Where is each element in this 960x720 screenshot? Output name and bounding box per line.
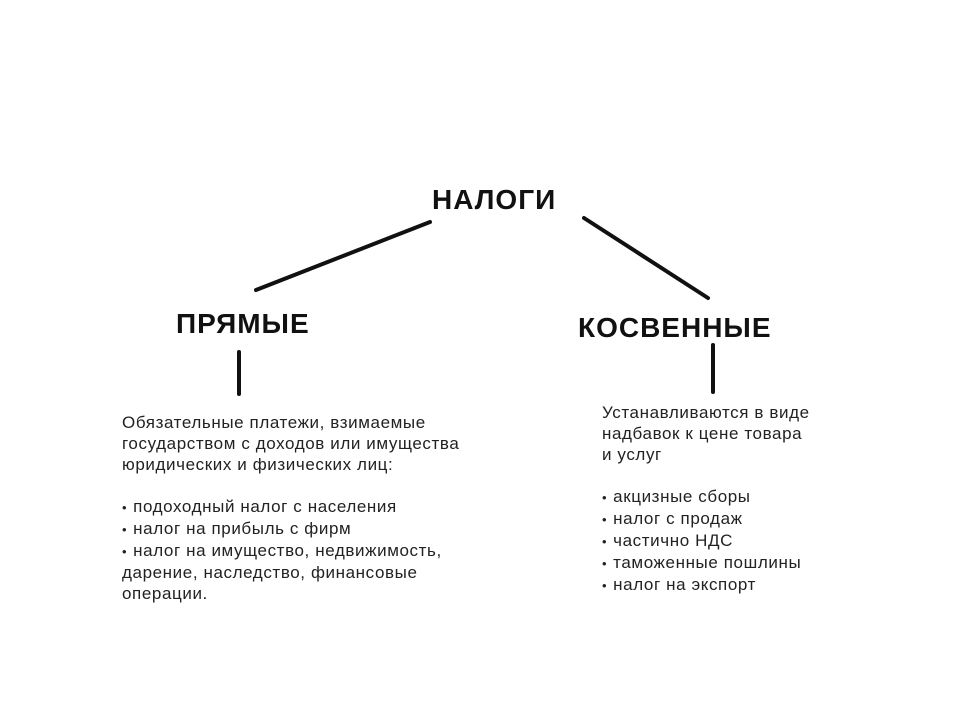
bullet-icon: • <box>122 544 128 559</box>
list-item-text: частично НДС <box>613 531 733 550</box>
bullet-icon: • <box>122 500 128 515</box>
direct-taxes-list <box>122 496 562 604</box>
bullet-icon: • <box>602 556 608 571</box>
description-line: Устанавливаются в виде <box>602 403 810 422</box>
list-item <box>122 518 562 540</box>
bullet-icon: • <box>602 578 608 593</box>
bullet-icon: • <box>602 490 608 505</box>
bullet-icon: • <box>602 512 608 527</box>
list-item <box>602 552 902 574</box>
list-item-text: налог с продаж <box>613 509 743 528</box>
list-item-continuation: операции. <box>122 584 208 603</box>
bullet-icon: • <box>602 534 608 549</box>
list-item-text: акцизные сборы <box>613 487 751 506</box>
list-item <box>602 530 902 552</box>
direct-taxes-block <box>122 412 562 604</box>
connector-root-to-direct <box>256 222 430 290</box>
direct-taxes-description <box>122 412 562 475</box>
list-item <box>602 574 902 596</box>
description-line: юридических и физических лиц: <box>122 455 394 474</box>
description-line: Обязательные платежи, взимаемые <box>122 413 426 432</box>
connector-root-to-indirect <box>584 218 708 298</box>
list-item-text: налог на прибыль с фирм <box>133 519 352 538</box>
description-line: государством с доходов или имущества <box>122 434 460 453</box>
list-item <box>602 486 902 508</box>
direct-taxes-title: ПРЯМЫЕ <box>176 308 310 339</box>
list-item <box>122 496 562 518</box>
bullet-icon: • <box>122 522 128 537</box>
indirect-taxes-list <box>602 486 902 596</box>
list-item-text: подоходный налог с населения <box>133 497 397 516</box>
list-item-continuation: дарение, наследство, финансовые <box>122 563 418 582</box>
indirect-taxes-description <box>602 402 902 465</box>
indirect-taxes-block <box>602 402 902 596</box>
description-line: надбавок к цене товара <box>602 424 803 443</box>
indirect-taxes-title: КОСВЕННЫЕ <box>578 312 772 343</box>
description-line: и услуг <box>602 445 662 464</box>
list-item-text: таможенные пошлины <box>613 553 802 572</box>
list-item-text: налог на имущество, недвижимость, <box>133 541 442 560</box>
list-item <box>122 540 562 604</box>
list-item <box>602 508 902 530</box>
list-item-text: налог на экспорт <box>613 575 756 594</box>
root-node-title: НАЛОГИ <box>432 184 557 215</box>
